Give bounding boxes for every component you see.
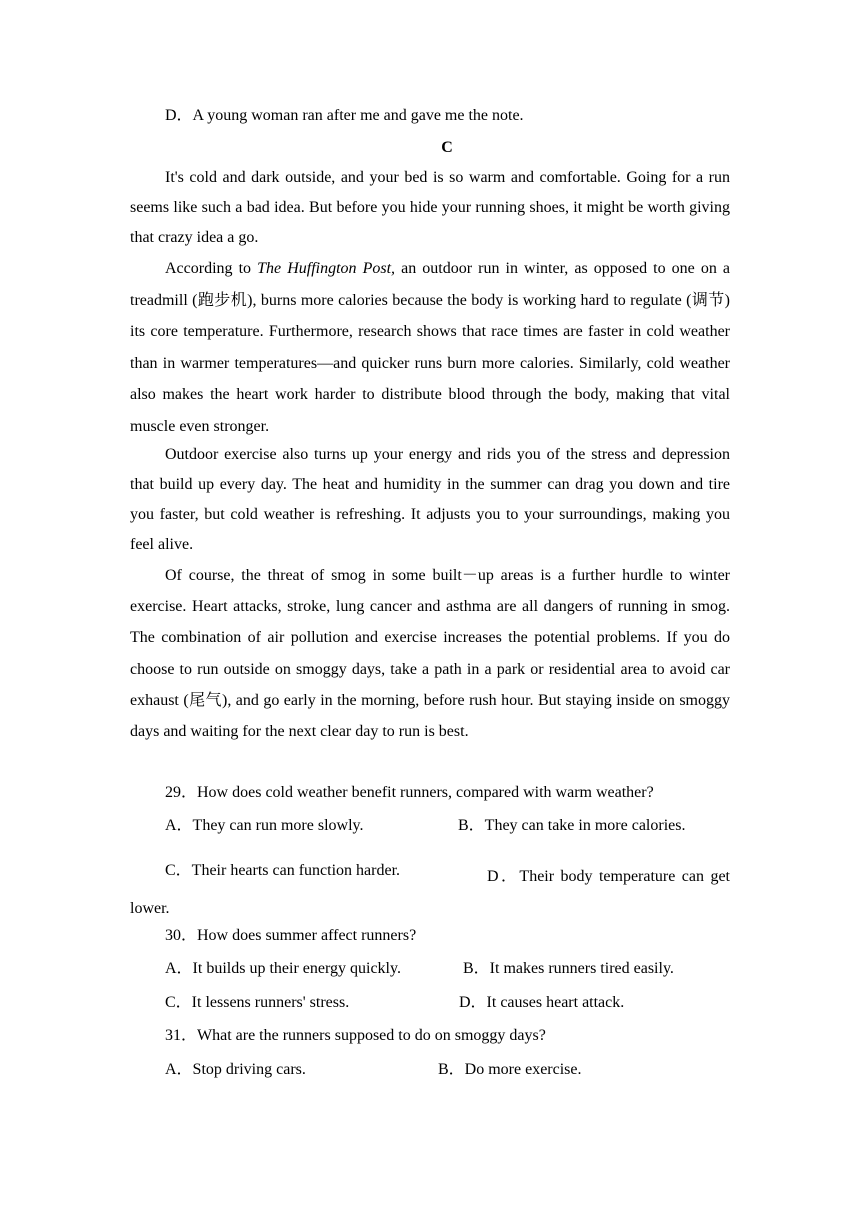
paragraph-2-intro: According to <box>165 260 258 277</box>
question-31-option-a: A．Stop driving cars. <box>165 1061 306 1078</box>
question-29-option-d: D．Their body temperature can get lower. <box>130 868 730 917</box>
question-31-option-b: B．Do more exercise. <box>438 1061 582 1078</box>
question-30-stem: 30．How does summer affect runners? <box>165 927 417 944</box>
passage-paragraph-4: Of course, the threat of smog in some built－up areas is a further hurdle to winter exercise. Heart attacks, stroke, lung cancer and asthma are all dangers of running in smog. The combination of air pollution and exercise increases the potential problems. If you do choose to run outside on smoggy days, take a path in a park or residential area to avoid car exhaust (尾气), and go early in the morning, before rush hour. But staying inside on smoggy days and waiting for the next clear day to run is best. <box>130 567 730 741</box>
question-29-option-d-wrapper <box>130 861 730 925</box>
question-30-option-c: C．It lessens runners' stress. <box>165 994 350 1011</box>
question-29-option-b: B．They can take in more calories. <box>458 817 686 834</box>
question-29-option-c: C．Their hearts can function harder. <box>165 862 401 879</box>
previous-question-option-d: D．A young woman ran after me and gave me the note. <box>165 107 524 124</box>
question-31-stem: 31．What are the runners supposed to do on smoggy days? <box>165 1027 546 1044</box>
question-30-option-b: B．It makes runners tired easily. <box>463 960 674 977</box>
section-heading: C <box>441 139 453 156</box>
question-30-option-a: A．It builds up their energy quickly. <box>165 960 401 977</box>
passage-paragraph-1: It's cold and dark outside, and your bed is so warm and comfortable. Going for a run seems like such a bad idea. But before you hide your running shoes, it might be worth giving that crazy idea a go. <box>130 169 730 246</box>
passage-paragraph-3: Outdoor exercise also turns up your energy and rids you of the stress and depression that build up every day. The heat and humidity in the summer can drag you down and tire you faster, but cold weather is refreshing. It adjusts you to your surroundings, making you feel alive. <box>130 446 730 553</box>
source-publication: The Huffington Post, <box>257 260 396 277</box>
question-30-option-d: D．It causes heart attack. <box>459 994 625 1011</box>
paragraph-2-body: an outdoor run in winter, as opposed to one on a treadmill (跑步机), burns more calories because the body is working hard to regulate (调节) its core temperature. Furthermore, research shows that race times are faster in cold weather than in warmer temperatures—and quicker runs burn more calories. Similarly, cold weather also makes the heart work harder to distribute blood through the body, making that vital muscle even stronger. <box>130 260 731 435</box>
question-29-option-a: A．They can run more slowly. <box>165 817 364 834</box>
question-29-stem: 29．How does cold weather benefit runners, compared with warm weather? <box>165 784 654 801</box>
passage-paragraph-2 <box>130 253 730 442</box>
